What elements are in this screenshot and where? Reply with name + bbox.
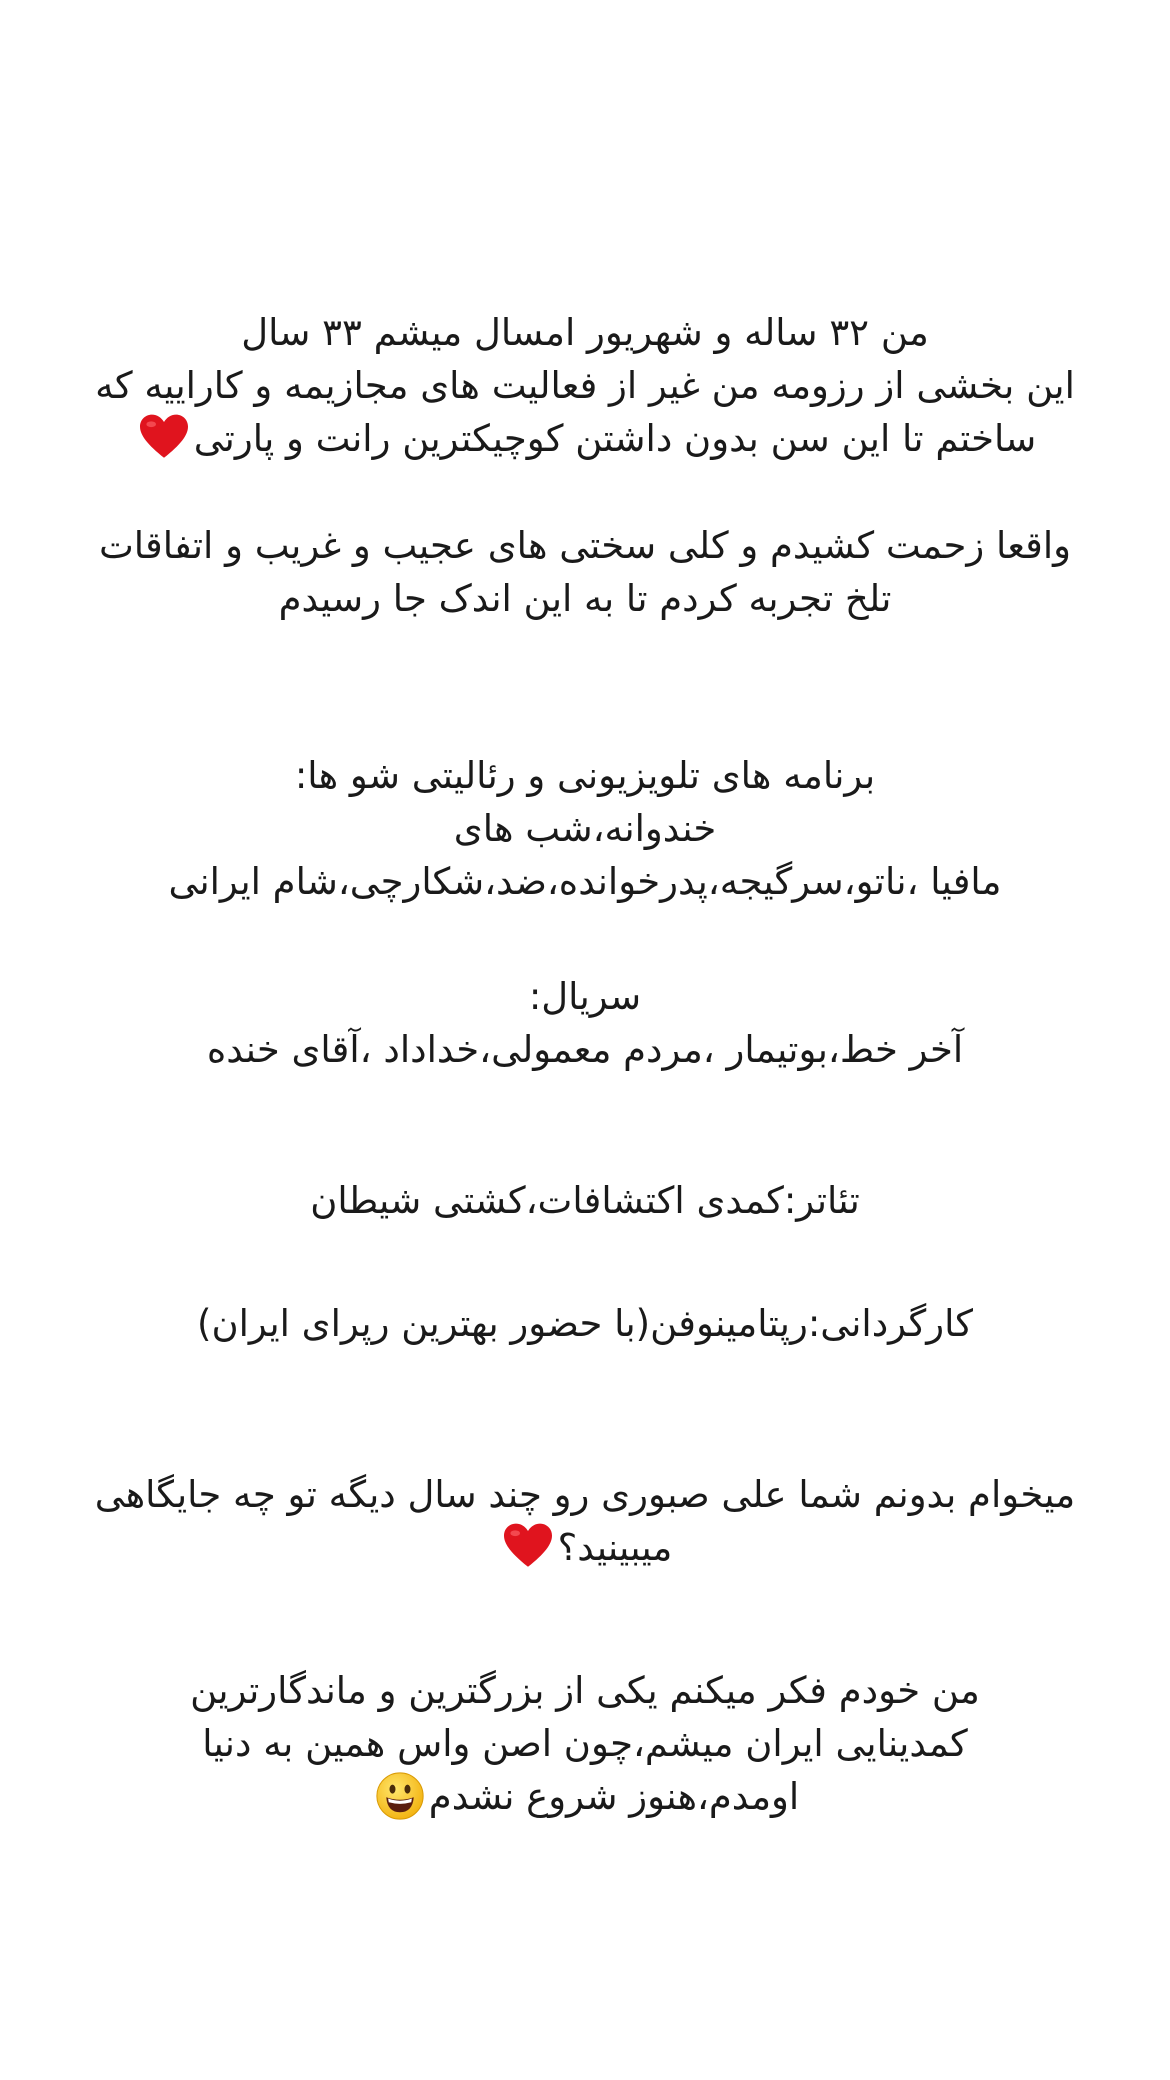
tv-heading: برنامه های تلویزیونی و رئالیتی شو ها: bbox=[294, 754, 876, 797]
intro-paragraph bbox=[80, 306, 1090, 465]
effort-paragraph bbox=[80, 519, 1090, 625]
series-heading: سریال: bbox=[528, 975, 642, 1018]
question-line-2-wrap bbox=[80, 1521, 1090, 1574]
red-heart-icon bbox=[502, 1522, 554, 1570]
series-list: آخر خط،بوتیمار ،مردم معمولی،خداداد ،آقای خنده bbox=[206, 1028, 964, 1071]
tv-line-2: مافیا ،ناتو،سرگیجه،پدرخوانده،ضد،شکارچی،شام ایرانی bbox=[168, 860, 1002, 903]
directing-text: کارگردانی:رپتامینوفن(با حضور بهترین رپرای ایران) bbox=[197, 1302, 973, 1345]
grinning-face-icon bbox=[375, 1771, 425, 1821]
closing-line-1: من خودم فکر میکنم یکی از بزرگترین و ماندگارترین bbox=[190, 1669, 980, 1712]
intro-line-3-wrap bbox=[80, 412, 1090, 465]
closing-line-3: اومدم،هنوز شروع نشدم bbox=[428, 1775, 800, 1818]
closing-paragraph bbox=[80, 1664, 1090, 1823]
series-paragraph bbox=[80, 970, 1090, 1076]
theater-text: تئاتر:کمدی اکتشافات،کشتی شیطان bbox=[310, 1179, 860, 1222]
question-paragraph bbox=[80, 1468, 1090, 1574]
closing-line-2: کمدینایی ایران میشم،چون اصن واس همین به دنیا bbox=[202, 1722, 968, 1765]
red-heart-icon bbox=[138, 413, 190, 461]
theater-paragraph bbox=[80, 1174, 1090, 1227]
question-line-1: میخوام بدونم شما علی صبوری رو چند سال دیگه تو چه جایگاهی bbox=[94, 1473, 1076, 1516]
intro-line-2: این بخشی از رزومه من غیر از فعالیت های مجازیمه و کاراییه که bbox=[95, 364, 1075, 407]
tv-line-1: خندوانه،شب های bbox=[453, 807, 717, 850]
intro-line-3: ساختم تا این سن بدون داشتن کوچیکترین رانت و پارتی bbox=[193, 417, 1037, 460]
question-line-2: میبینید؟ bbox=[557, 1526, 673, 1569]
tv-paragraph bbox=[80, 749, 1090, 908]
effort-line-2: تلخ تجربه کردم تا به این اندک جا رسیدم bbox=[278, 577, 892, 620]
intro-line-1: من ۳۲ ساله و شهریور امسال میشم ۳۳ سال bbox=[241, 311, 929, 354]
closing-line-3-wrap bbox=[80, 1770, 1090, 1823]
directing-paragraph bbox=[80, 1297, 1090, 1350]
effort-line-1: واقعا زحمت کشیدم و کلی سختی های عجیب و غریب و اتفاقات bbox=[98, 524, 1072, 567]
